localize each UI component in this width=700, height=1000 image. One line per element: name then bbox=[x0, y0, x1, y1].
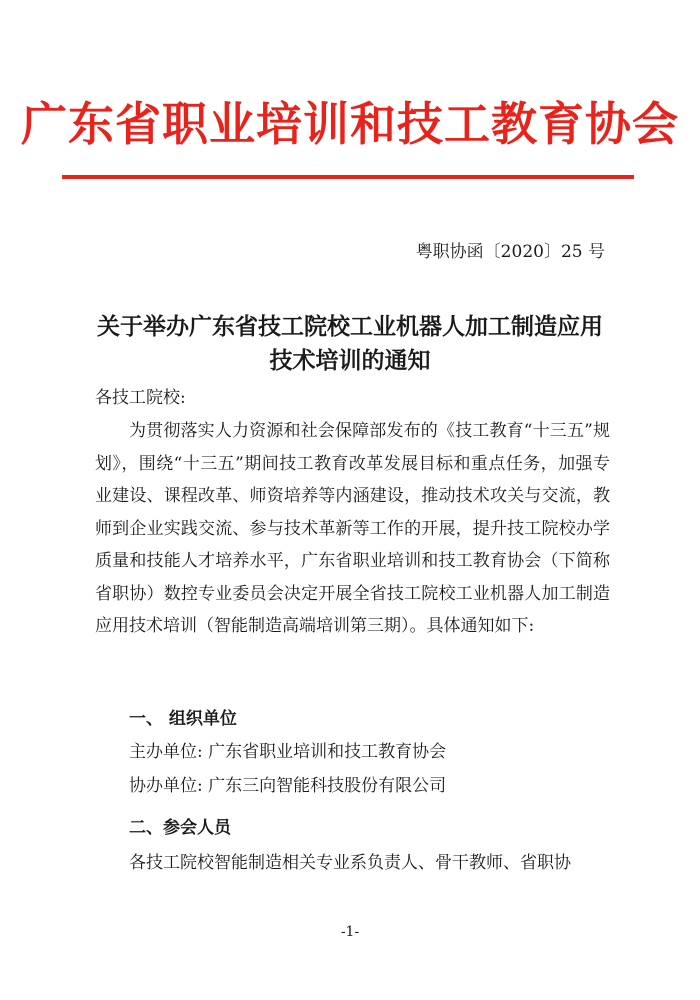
letterhead-red-rule bbox=[62, 175, 634, 179]
page-number: -1- bbox=[340, 924, 360, 940]
organizer-line: 主办单位: 广东省职业培训和技工教育协会 bbox=[129, 742, 447, 762]
body-paragraph: 为贯彻落实人力资源和社会保障部发布的《技工教育“十三五”规划》，围绕“十三五”期间技工教育改革发展目标和重点任务，加强专业建设、课程改革、师资培养等内涵建设，推动技术攻关与交流，教师到企业实践交流、参与技术革新等工作的开展，提升技工院校办学质量和技能人才培养水平，广东省职业培训和技工教育协会（下简称省职协）数控专业委员会决定开展全省技工院校工业机器人加工制造应用技术培训（智能制造高端培训第三期）。具体通知如下: bbox=[95, 421, 610, 636]
document-title-line-2: 技术培训的通知 bbox=[269, 347, 431, 374]
section-heading-participants: 二、参会人员 bbox=[129, 818, 231, 838]
document-title bbox=[0, 310, 700, 378]
co-organizer-line: 协办单位: 广东三向智能科技股份有限公司 bbox=[129, 776, 447, 796]
salutation: 各技工院校: bbox=[95, 388, 186, 408]
section-heading-organizers: 一、 组织单位 bbox=[129, 709, 237, 729]
letterhead-organization-name: 广东省职业培训和技工教育协会 bbox=[21, 97, 679, 151]
document-number: 粤职协函〔2020〕25 号 bbox=[415, 242, 605, 262]
document-title-line-1: 关于举办广东省技工院校工业机器人加工制造应用 bbox=[97, 313, 603, 340]
participants-text: 各技工院校智能制造相关专业系负责人、骨干教师、省职协 bbox=[129, 853, 571, 873]
